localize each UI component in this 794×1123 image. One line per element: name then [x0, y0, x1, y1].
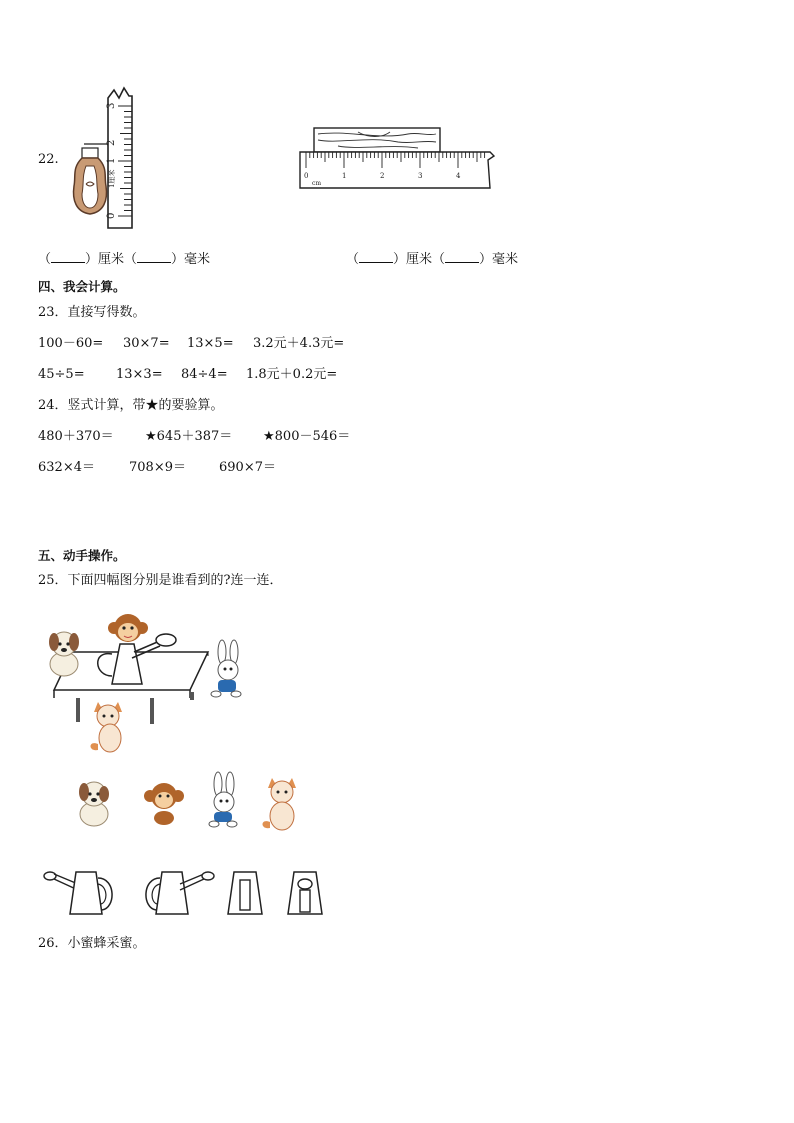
svg-text:2: 2	[106, 139, 117, 146]
q24-item: 632×4＝	[38, 460, 95, 475]
scene-dog	[44, 628, 84, 678]
q24-item: 480＋370＝	[38, 429, 114, 444]
q24-item: 690×7＝	[219, 460, 276, 475]
view-kettle-side-right[interactable]	[140, 868, 216, 918]
q24-item: ★645＋387＝	[145, 429, 233, 444]
blank-mm-right[interactable]	[445, 250, 479, 263]
q24-item: 708×9＝	[129, 460, 186, 475]
horizontal-ruler-figure	[298, 126, 498, 190]
view-kettle-back[interactable]	[224, 868, 268, 918]
q23-item: 100－60=	[38, 336, 104, 351]
q23-item: 84÷4=	[181, 367, 228, 382]
q23-item: 3.2元＋4.3元=	[253, 336, 345, 351]
option-rabbit[interactable]	[202, 772, 242, 832]
q24-title: 24．竖式计算，带★的要验算。	[38, 398, 224, 413]
view-kettle-side-left[interactable]	[42, 868, 118, 918]
h-unit: cm	[312, 180, 322, 187]
q23-item: 45÷5=	[38, 367, 85, 382]
q25-title: 25．下面四幅图分别是谁看到的?连一连．	[38, 573, 283, 588]
v-tick-0: 0	[106, 212, 117, 219]
q24-item: ★800－546＝	[263, 429, 351, 444]
v-tick-3: 3	[106, 102, 117, 109]
h-tick-3: 3	[418, 172, 423, 180]
q23-title: 23．直接写得数。	[38, 305, 146, 320]
scene-monkey	[106, 610, 150, 650]
h-tick-2: 2	[380, 172, 385, 180]
q22-answer-right: （ ）厘米（ ）毫米	[346, 252, 519, 267]
section-4-title: 四、我会计算。	[38, 279, 126, 294]
q23-item: 13×3=	[116, 367, 163, 382]
q22-number: 22.	[38, 152, 59, 167]
scene-rabbit	[206, 640, 246, 702]
v-unit: 1厘米	[108, 169, 116, 188]
blank-mm-left[interactable]	[137, 250, 171, 263]
h-tick-1: 1	[342, 172, 347, 180]
vertical-ruler-figure	[62, 84, 152, 234]
q22-answer-left: （ ）厘米（ ）毫米	[38, 252, 211, 267]
blank-cm-right[interactable]	[359, 250, 393, 263]
v-tick-1: 1	[106, 157, 117, 164]
option-cat[interactable]	[260, 776, 304, 832]
q23-item: 30×7=	[123, 336, 170, 351]
h-tick-4: 4	[456, 172, 461, 180]
view-kettle-front[interactable]	[284, 868, 328, 918]
option-monkey[interactable]	[142, 780, 186, 826]
q23-item: 13×5=	[187, 336, 234, 351]
q26-title: 26．小蜜蜂采蜜。	[38, 936, 146, 951]
section-5-title: 五、动手操作。	[38, 548, 126, 563]
option-dog[interactable]	[74, 778, 114, 828]
blank-cm-left[interactable]	[51, 250, 85, 263]
scene-cat	[86, 700, 130, 754]
q23-item: 1.8元＋0.2元=	[246, 367, 338, 382]
h-tick-0: 0	[304, 172, 309, 180]
